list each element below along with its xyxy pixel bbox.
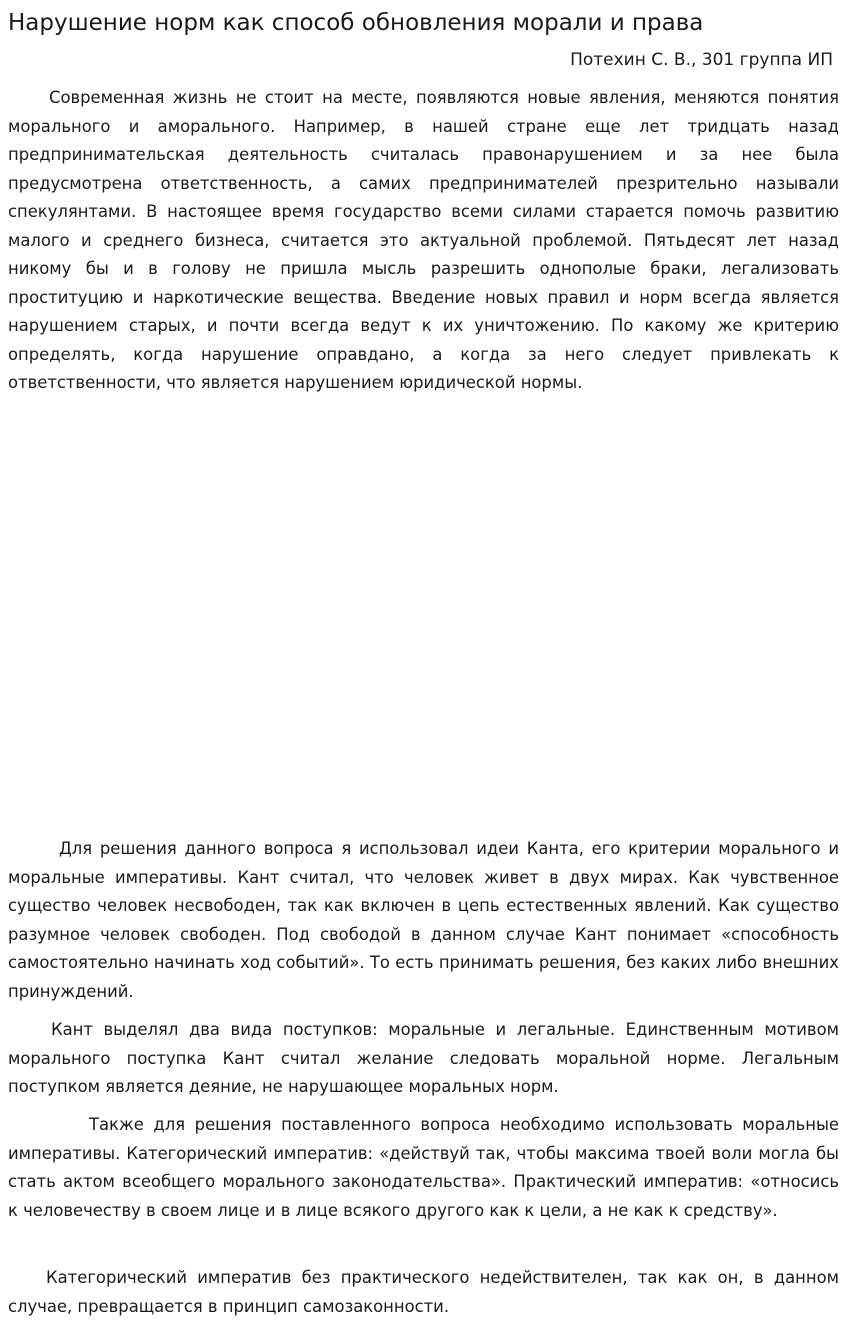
author-line: Потехин С. В., 301 группа ИП — [570, 50, 833, 70]
document-title: Нарушение норм как способ обновления морали и права — [8, 10, 704, 36]
paragraph-kant-ideas: Для решения данного вопроса я использовал идеи Канта, его критерии морального и моральные императивы. Кант считал, что человек живет в двух мирах. Как чувственное существо человек несвободен, так как включен в цепь естественных явлений. Как существо разумное человек свободен. Под свободой в данном случае Кант понимает «способность самостоятельно начинать ход событий». То есть принимать решения, без каких либо внешних принуждений. — [8, 839, 839, 1001]
paragraph-kinds-of-acts: Кант выделял два вида поступков: моральные и легальные. Единственным мотивом морального поступка Кант считал желание следовать моральной норме. Легальным поступком является деяние, не нарушающее моральных норм. — [8, 1020, 839, 1096]
paragraph-intro: Современная жизнь не стоит на месте, появляются новые явления, меняются понятия морального и аморального. Например, в нашей стране еще лет тридцать назад предпринимательская деятельность считалась правонарушением и за нее была предусмотрена ответственность, а самих предпринимателей презрительно называли спекулянтами. В настоящее время государство всеми силами старается помочь развитию малого и среднего бизнеса, считается это актуальной проблемой. Пятьдесят лет назад никому бы и в голову не пришла мысль разрешить однополые браки, легализовать проституцию и наркотические вещества. Введение новых правил и норм всегда является нарушением старых, и почти всегда ведут к их уничтожению. По какому же критерию определять, когда нарушение оправдано, а когда за него следует привлекать к ответственности, что является нарушением юридической нормы. — [8, 88, 839, 392]
paragraph-conclusion: Категорический императив без практического недействителен, так как он, в данном случае, превращается в принцип самозаконности. — [8, 1268, 839, 1316]
paragraph-imperatives: Также для решения поставленного вопроса необходимо использовать моральные императивы. Категорический императив: «действуй так, чтобы максима твоей воли могла бы стать актом всеобщего морального законодательства». Практический императив: «относись к человечеству в своем лице и в лице всякого другого как к цели, а не как к средству». — [8, 1115, 839, 1220]
